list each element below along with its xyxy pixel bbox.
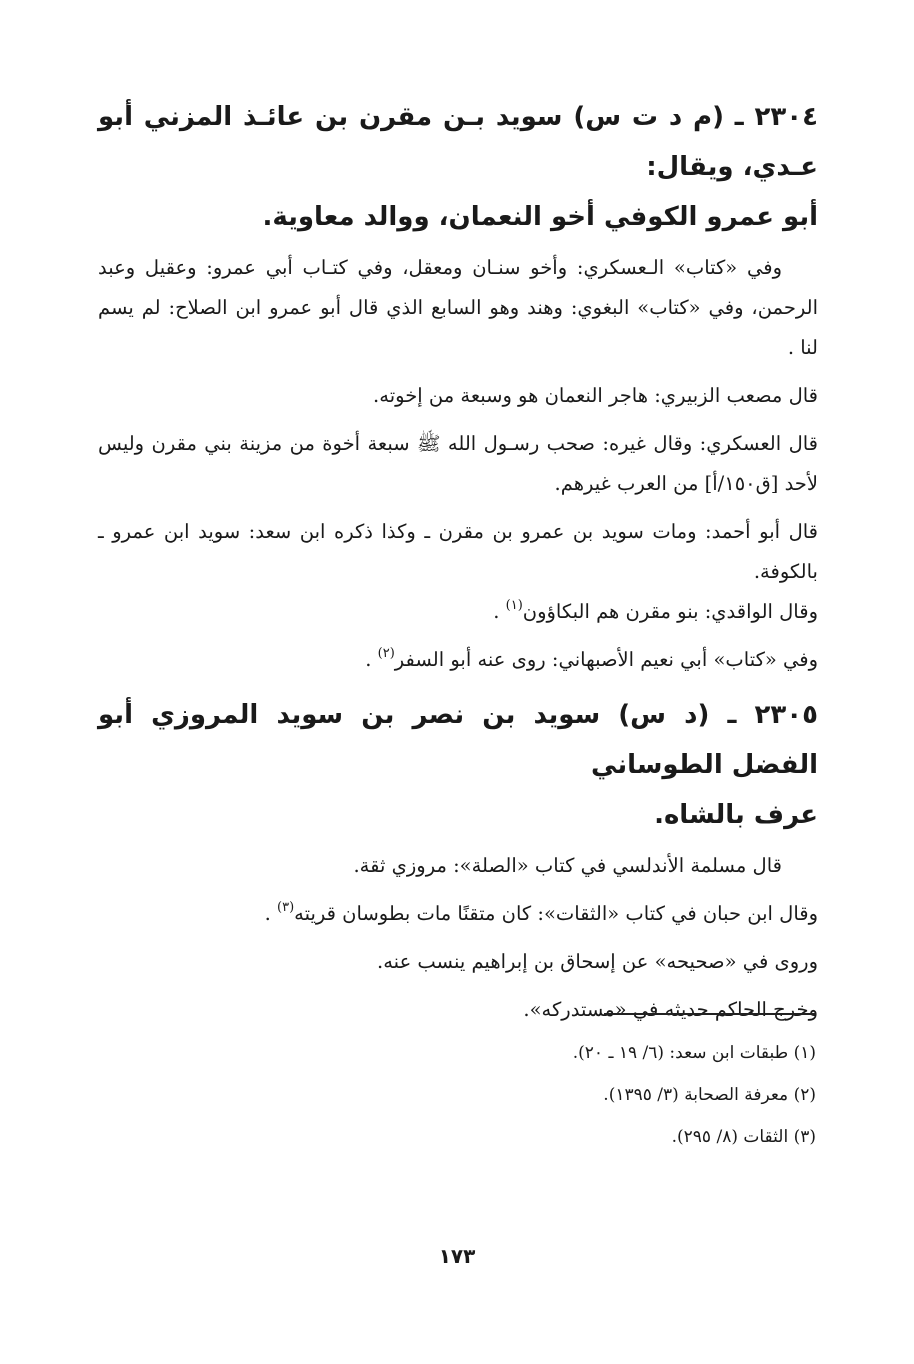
entry-body-2305 bbox=[98, 846, 818, 1030]
paragraph bbox=[98, 894, 818, 934]
footnote-marker: (٣) bbox=[277, 900, 295, 915]
entry-heading-line: أبو عمرو الكوفي أخو النعمان، ووالد معاوية. bbox=[262, 202, 818, 232]
footnote: (٣) الثقات (٨/ ٢٩٥). bbox=[671, 1127, 816, 1147]
entry-heading-line: ٢٣٠٤ ـ (م د ت س) سويد بـن مقرن بن عائـذ المزني أبو عـدي، ويقال: bbox=[98, 102, 818, 182]
paragraph bbox=[98, 592, 818, 632]
footnote: (١) طبقات ابن سعد: (٦/ ١٩ ـ ٢٠). bbox=[572, 1043, 816, 1063]
paragraph: وفي «كتاب» الـعسكري: وأخو سنـان ومعقل، وفي كتـاب أبي عمرو: وعقيل وعبد الرحمن، وفي «كتاب» البغوي: وهند وهو السابع الذي قال أبو عمرو ابن الصلاح: لم يسم لنا . bbox=[98, 256, 818, 359]
paragraph: وخرج الحاكم حديثه في «مستدركه». bbox=[523, 998, 818, 1021]
paragraph bbox=[98, 640, 818, 680]
entry-heading-line: ٢٣٠٥ ـ (د س) سويد بن نصر بن سويد المروزي أبو الفضل الطوساني bbox=[98, 700, 818, 780]
paragraph: قال أبو أحمد: ومات سويد بن عمرو بن مقرن ـ وكذا ذكره ابن سعد: سويد ابن عمرو ـ بالكوفة. bbox=[98, 520, 818, 583]
entry-heading-2304 bbox=[98, 92, 818, 242]
footnote-marker: (٢) bbox=[377, 646, 395, 661]
paragraph-end: . bbox=[493, 600, 506, 623]
paragraph: قال العسكري: وقال غيره: صحب رسـول الله ﷺ سبعة أخوة من مزينة بني مقرن وليس لأحد [ق١٥٠/أ] من العرب غيرهم. bbox=[98, 432, 818, 495]
paragraph: قال مسلمة الأندلسي في كتاب «الصلة»: مروزي ثقة. bbox=[353, 854, 782, 877]
footnote-marker: (١) bbox=[505, 598, 523, 613]
paragraph-text: وقال الواقدي: بنو مقرن هم البكاؤون bbox=[522, 600, 818, 623]
entry-body-2304 bbox=[98, 248, 818, 680]
paragraph-text: وقال ابن حبان في كتاب «الثقات»: كان متقنًا مات بطوسان قريته bbox=[294, 902, 818, 925]
footnote: (٢) معرفة الصحابة (٣/ ١٣٩٥). bbox=[603, 1085, 816, 1105]
footnote-separator bbox=[604, 1013, 816, 1015]
entry-heading-2305 bbox=[98, 690, 818, 840]
page-body bbox=[98, 92, 818, 1030]
paragraph-text: وفي «كتاب» أبي نعيم الأصبهاني: روى عنه أبو السفر bbox=[394, 648, 818, 671]
paragraph: قال مصعب الزبيري: هاجر النعمان هو وسبعة من إخوته. bbox=[373, 384, 818, 407]
page-number: ١٧٣ bbox=[438, 1244, 476, 1268]
paragraph: وروى في «صحيحه» عن إسحاق بن إبراهيم ينسب عنه. bbox=[377, 950, 818, 973]
footnotes bbox=[456, 1032, 816, 1158]
entry-heading-line: عرف بالشاه. bbox=[654, 800, 818, 830]
paragraph-end: . bbox=[264, 902, 277, 925]
paragraph-end: . bbox=[365, 648, 378, 671]
